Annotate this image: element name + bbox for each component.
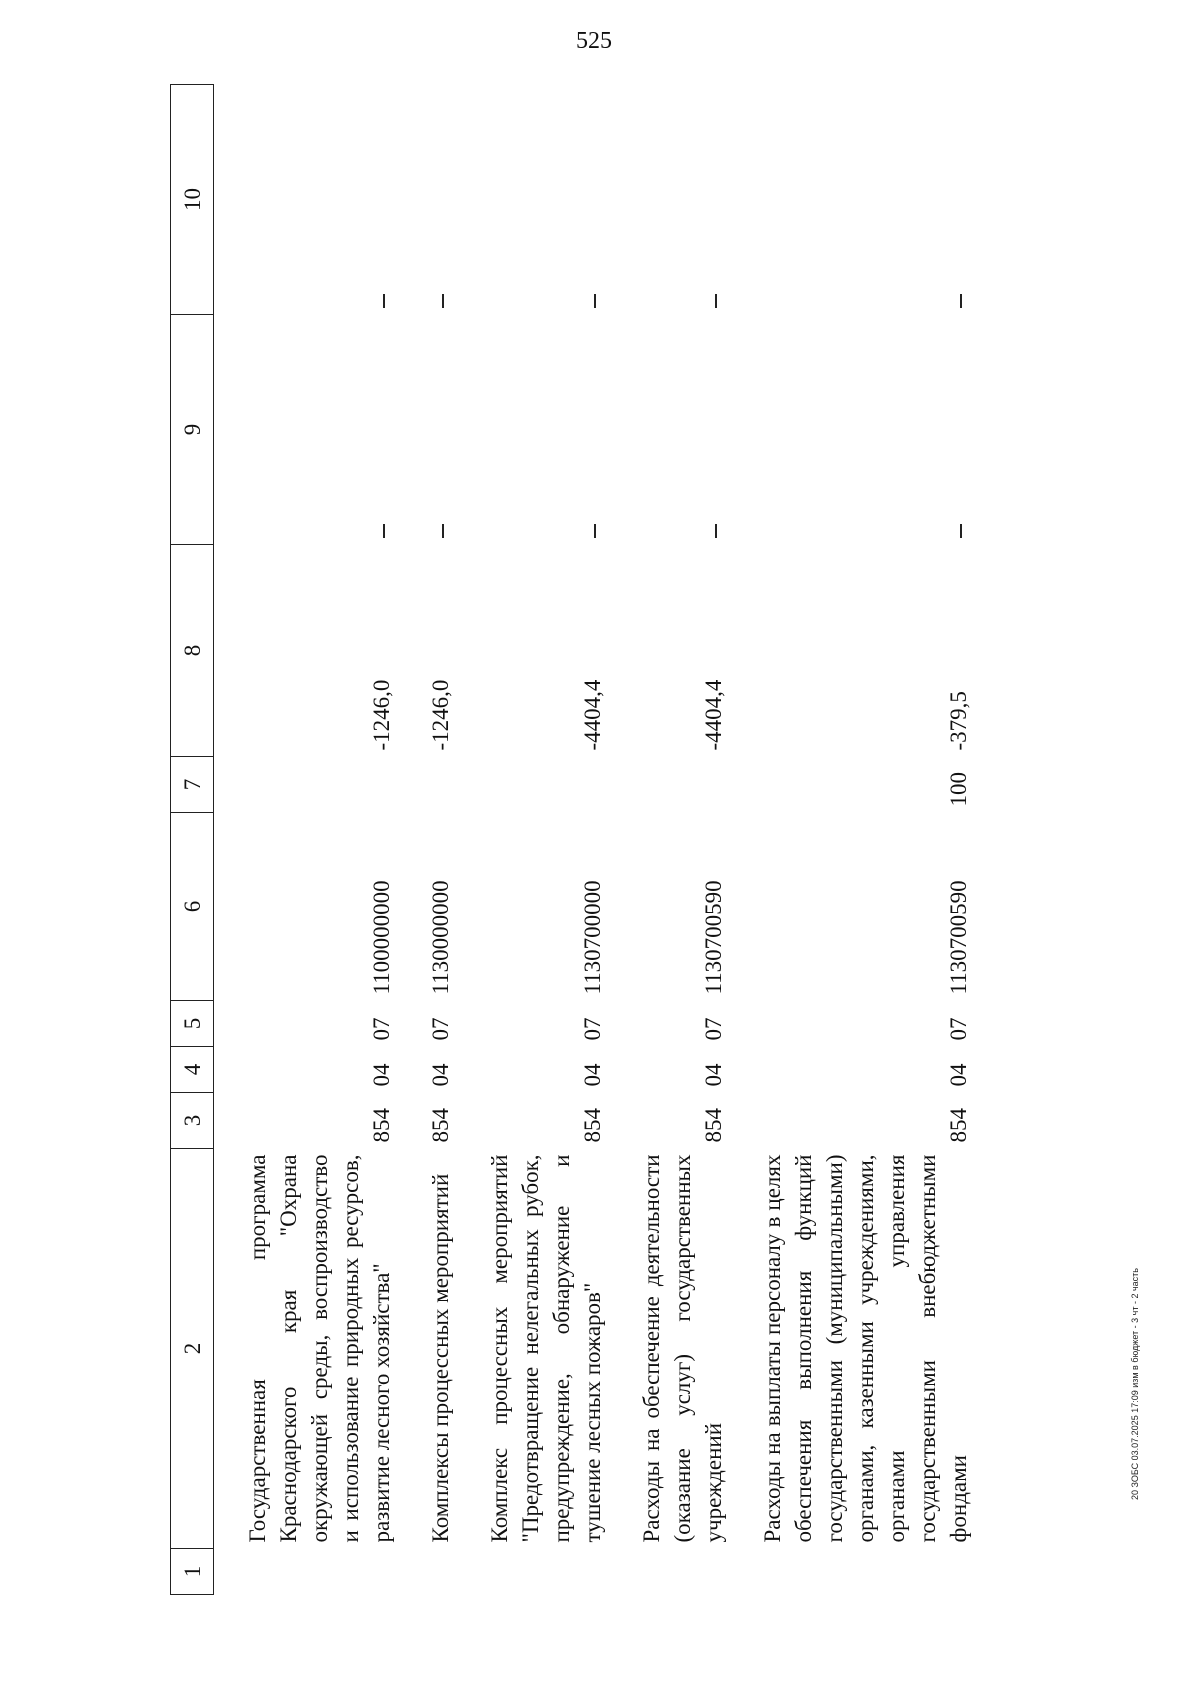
header-col-6: 6	[171, 813, 214, 1001]
row-rz: 04	[701, 1063, 726, 1087]
row-description: Комплекс процессных мероприятий "Предотвращение нелегальных рубок, предупреждение, обнаружение и тушение лесных пожаров"	[487, 1154, 605, 1543]
row-col10-dash	[729, 85, 974, 315]
table-row	[214, 85, 398, 1595]
row-col10-dash	[214, 85, 398, 315]
row-description: Комплексы процессных мероприятий	[428, 1173, 453, 1543]
header-col-4: 4	[171, 1047, 214, 1093]
row-rz: 04	[946, 1063, 971, 1087]
header-col-8: 8	[171, 545, 214, 757]
row-col9-dash	[729, 315, 974, 545]
row-code-cell	[729, 1549, 974, 1595]
row-code-cell	[397, 1549, 456, 1595]
header-col-10: 10	[171, 85, 214, 315]
page-number: 525	[576, 28, 612, 54]
row-amount: -1246,0	[369, 679, 394, 751]
header-col-2: 2	[171, 1149, 214, 1549]
row-description: Расходы на выплаты персоналу в целях обеспечения выполнения функций государственными (муниципальными) органами, казенными учреждениями, органами управления государственными внебюджетными фондами	[760, 1154, 971, 1543]
row-description: Государственная программа Краснодарского края "Охрана окружающей среды, воспроизводство и использование природных ресурсов, развитие лесного хозяйства"	[245, 1154, 394, 1543]
row-csr: 1100000000	[369, 880, 394, 995]
row-col9-dash	[456, 315, 608, 545]
table-row	[397, 85, 456, 1595]
row-rz: 04	[580, 1063, 605, 1087]
row-vr	[456, 757, 608, 813]
row-col9-dash	[397, 315, 456, 545]
budget-table	[170, 84, 974, 1595]
row-csr: 1130700590	[946, 880, 971, 995]
table-row	[608, 85, 729, 1595]
row-pr: 07	[369, 1017, 394, 1041]
row-pr: 07	[946, 1017, 971, 1041]
row-rz: 04	[428, 1063, 453, 1087]
row-col9-dash	[608, 315, 729, 545]
row-amount: -4404,4	[701, 679, 726, 751]
row-amount: -4404,4	[580, 679, 605, 751]
row-code-cell	[608, 1549, 729, 1595]
budget-table-container	[170, 85, 971, 1595]
row-pr: 07	[580, 1017, 605, 1041]
row-ved: 854	[701, 1108, 726, 1143]
row-csr: 1130700590	[701, 880, 726, 995]
row-col10-dash	[397, 85, 456, 315]
row-vr: 100	[946, 772, 971, 807]
row-col9-dash	[214, 315, 398, 545]
header-row	[171, 85, 214, 1595]
header-col-7: 7	[171, 757, 214, 813]
row-ved: 854	[946, 1108, 971, 1143]
row-vr	[397, 757, 456, 813]
row-col10-dash	[608, 85, 729, 315]
header-col-1: 1	[171, 1549, 214, 1595]
footer-stamp: 20 ЗОБС 03.07.2025 17:09 изм в бюджет - 3 чт - 2 часть	[1130, 1268, 1140, 1500]
row-ved: 854	[369, 1108, 394, 1143]
header-col-3: 3	[171, 1093, 214, 1149]
header-col-9: 9	[171, 315, 214, 545]
row-csr: 1130000000	[428, 880, 453, 995]
header-col-5: 5	[171, 1001, 214, 1047]
row-code-cell	[456, 1549, 608, 1595]
row-vr	[608, 757, 729, 813]
row-pr: 07	[428, 1017, 453, 1041]
row-vr	[214, 757, 398, 813]
row-amount: -1246,0	[428, 679, 453, 751]
row-rz: 04	[369, 1063, 394, 1087]
row-ved: 854	[580, 1108, 605, 1143]
row-ved: 854	[428, 1108, 453, 1143]
row-code-cell	[214, 1549, 398, 1595]
row-description: Расходы на обеспечение деятельности (оказание услуг) государственных учреждений	[639, 1154, 726, 1543]
row-amount: -379,5	[946, 691, 971, 751]
row-pr: 07	[701, 1017, 726, 1041]
table-row	[729, 85, 974, 1595]
table-row	[456, 85, 608, 1595]
row-csr: 1130700000	[580, 880, 605, 995]
row-col10-dash	[456, 85, 608, 315]
